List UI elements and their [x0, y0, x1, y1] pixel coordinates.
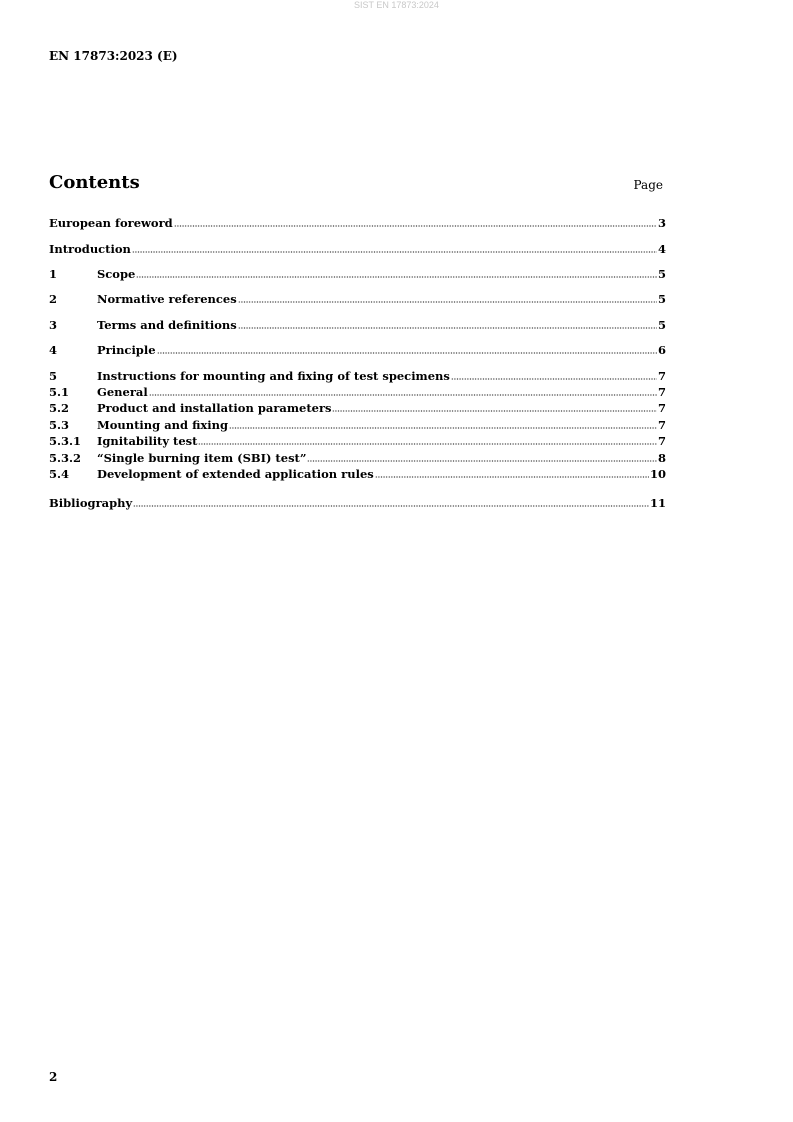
- toc-entry-number: 4: [49, 343, 58, 357]
- dot-leader: [198, 443, 657, 445]
- toc-entry-title: Instructions for mounting and fixing of test specimens: [97, 369, 450, 383]
- toc-entry-title: Mounting and fixing: [97, 418, 229, 432]
- dot-leader: [133, 505, 649, 507]
- toc-entry-title: Ignitability test: [97, 434, 198, 448]
- toc-entry-number: 2: [49, 292, 58, 306]
- toc-entry-title: Scope: [97, 267, 136, 281]
- toc-entry-number: 5.3: [49, 418, 70, 432]
- toc-entry-page: 7: [657, 369, 666, 383]
- toc-entry-page: 10: [649, 467, 666, 481]
- toc-heading: Contents: [49, 172, 140, 193]
- dot-leader: [238, 301, 657, 303]
- toc-entry-page: 11: [649, 496, 666, 510]
- toc-entry-page: 7: [657, 385, 666, 399]
- toc-entry-page: 7: [657, 418, 666, 432]
- toc-entry[interactable]: [49, 496, 666, 510]
- dot-leader: [132, 251, 657, 253]
- dot-leader: [149, 394, 657, 396]
- toc-entry-number: 5.1: [49, 385, 70, 399]
- toc-entry-title: Product and installation parameters: [97, 401, 332, 415]
- document-id: EN 17873:2023 (E): [49, 49, 178, 63]
- toc-entry-page: 5: [657, 292, 666, 306]
- toc-entry[interactable]: [49, 343, 666, 357]
- toc-entry[interactable]: [49, 385, 666, 399]
- toc-entry[interactable]: [49, 242, 666, 256]
- toc-entry[interactable]: [49, 434, 666, 448]
- toc-entry-title: European foreword: [49, 216, 173, 230]
- toc-entry[interactable]: [49, 418, 666, 432]
- page-number: 2: [49, 1070, 58, 1084]
- watermark: SIST EN 17873:2024: [354, 0, 439, 10]
- toc-entry-page: 6: [657, 343, 666, 357]
- toc-entry-number: 5.4: [49, 467, 70, 481]
- dot-leader: [238, 327, 657, 329]
- toc-entry-title: Terms and definitions: [97, 318, 237, 332]
- toc-entry-number: 5: [49, 369, 58, 383]
- dot-leader: [157, 352, 657, 354]
- toc-entry-page: 7: [657, 401, 666, 415]
- toc-entry[interactable]: [49, 216, 666, 230]
- dot-leader: [451, 378, 657, 380]
- toc-entry[interactable]: [49, 467, 666, 481]
- toc-entry[interactable]: [49, 292, 666, 306]
- toc-entry-title: “Single burning item (SBI) test”: [97, 451, 307, 465]
- toc-entry-page: 5: [657, 318, 666, 332]
- dot-leader: [136, 276, 657, 278]
- dot-leader: [307, 460, 657, 462]
- toc-entry-title: Introduction: [49, 242, 131, 256]
- toc-entry-page: 3: [657, 216, 666, 230]
- dot-leader: [375, 476, 649, 478]
- toc-entry-number: 5.3.2: [49, 451, 82, 465]
- toc-entry-title: Development of extended application rules: [97, 467, 374, 481]
- toc-entry-number: 3: [49, 318, 58, 332]
- toc-entry[interactable]: [49, 369, 666, 383]
- toc-entry-number: 5.3.1: [49, 434, 82, 448]
- toc-entry-page: 5: [657, 267, 666, 281]
- dot-leader: [174, 225, 657, 227]
- toc-entry-title: Principle: [97, 343, 156, 357]
- page-column-label: Page: [633, 178, 663, 192]
- toc-entry-title: Bibliography: [49, 496, 133, 510]
- toc-entry[interactable]: [49, 267, 666, 281]
- dot-leader: [229, 427, 657, 429]
- toc-entry[interactable]: [49, 318, 666, 332]
- toc-entry-page: 4: [657, 242, 666, 256]
- toc-entry-title: Normative references: [97, 292, 237, 306]
- toc-entry[interactable]: [49, 401, 666, 415]
- toc-entry[interactable]: [49, 451, 666, 465]
- toc-entry-page: 8: [657, 451, 666, 465]
- toc-entry-number: 1: [49, 267, 58, 281]
- toc-entry-title: General: [97, 385, 148, 399]
- toc-entry-page: 7: [657, 434, 666, 448]
- toc-entry-number: 5.2: [49, 401, 70, 415]
- dot-leader: [332, 410, 657, 412]
